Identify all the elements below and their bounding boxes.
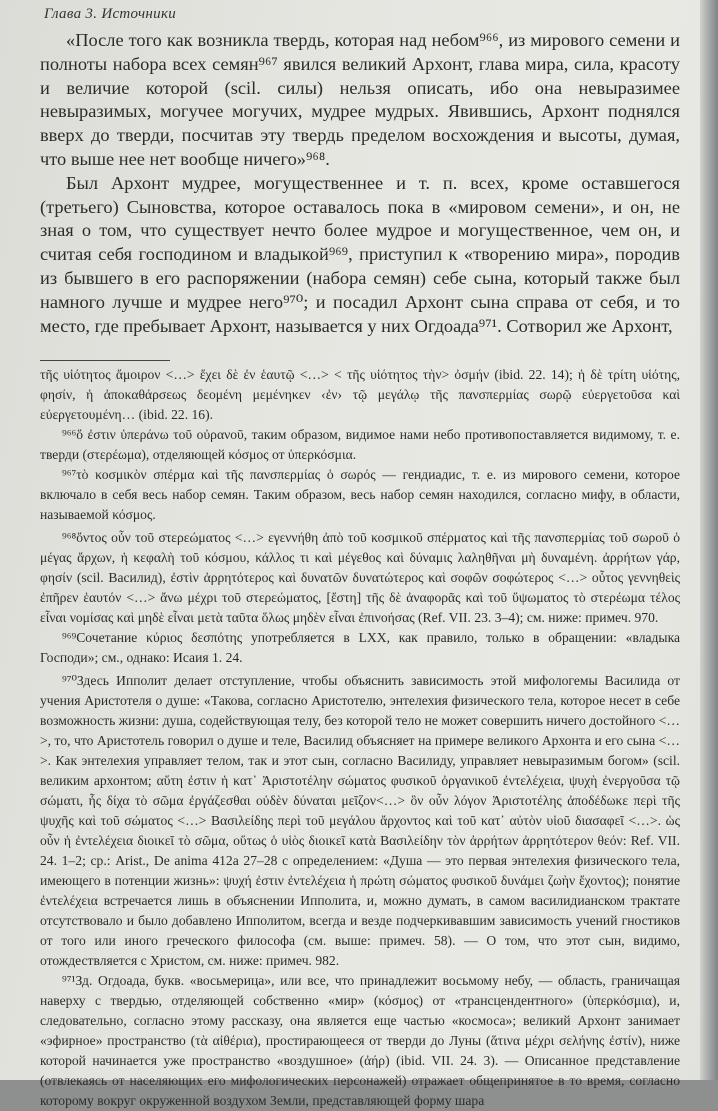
footnote-971: ⁹⁷¹Зд. Огдоада, букв. «восьмерица», или все, что принадлежит восьмому небу, — область, граничащая наверху с твердью, отделяющей собственно «мир» (κόσμος) от «трансцендентного» (ὑπερκόσμια), и, следовательно, согласно этому рассказу, она является еще частью «космоса»; великий Архонт занимает «эфирное» пространство (τὰ αἰθέρια), простирающееся от тверди до Луны (ἅτινα μέχρι σελήνης ἐστίν), ниже которой начинается уже пространство «воздушное» (ἀήρ) (ibid. VII. 24. 3). — Описанное представление (отвлекаясь от населяющих его мифологических персонажей) отражает общепринятое в то время, согласно которому вокруг окруженной воздухом Земли, представляющей форму шара [40,973,680,1109]
footnote-968: ⁹⁶⁸ὄντος οὖν τοῦ στερεώματος <…> εγεννήθη ἀπὸ τοῦ κοσμικοῦ σπέρματος καὶ τῆς πανσπερμίας τοῦ σωροῦ ὁ μέγας ἄρχων, ἡ κεφαλὴ τοῦ κόσμου, κάλλος τι καὶ μέγεθος καὶ δύναμις λαληθῆναι μὴ δυναμένη. ἀρρήτων γάρ, φησίν (scil. Василид), ἐστὶν ἀρρητότερος καὶ δυνατῶν δυνατώτερος καὶ σοφῶν σοφώτερος <…> οὗτος γεννηθεὶς ἐπῆρεν ἑαυτόν <…> ἄνω μέχρι τοῦ στερεώματος, [ἔστη] τῆς δὲ ἀναφορᾶς καὶ τοῦ ὕψωματος τὸ στερέωμα τέλος εἶναι νομίσας καὶ μηδὲ εἶναι μετὰ ταῦτα ὅλως μηδὲν εἶναι ἐπινοήσας (Ref. VII. 23. 3–4); см. ниже: примеч. 970. [40,530,680,626]
footnote-rule [40,360,170,361]
footnote-continuation: τῆς υἱότητος ἄμοιρον <…> ἔχει δὲ ἐν ἑαυτῷ <…> < τῆς υἱότητος τὴν> ὀσμήν (ibid. 22. 14); ἡ δὲ τρίτη υἱότης, φησίν, ἡ ἀποκαθάρσεως δεομένη μεμένηκεν ‹ἐν› τῷ μεγάλῳ τῆς πανσπερμίας σωρῷ εὐεργετοῦσα καὶ εὐεργετουμένη… (ibid. 22. 16). [40,367,680,423]
main-text [40,29,680,338]
footnotes [40,365,680,1111]
footnote-969: ⁹⁶⁹Сочетание κύριος δεσπότης употребляется в LXX, как правило, только в обращении: «владыка Господи»; см., однако: Исаия 1. 24. [40,630,680,666]
footnote-970: ⁹⁷⁰Здесь Ипполит делает отступление, чтобы объяснить зависимость этой мифологемы Василида от учения Аристотеля о душе: «Такова, согласно Аристотелю, энтелехия физического тела, которое несет в себе возможность жизни: душа, содействующая телу, без которой тело не может совершить ничего достойного <…>, то, что Аристотель говорил о душе и теле, Василид объясняет на примере великого Архонта и его сына <…>. Как энтелехия управляет телом, так и этот сын, согласно Василиду, управляет невыразимым богом» (scil. великим архонтом; αὕτη ἐστιν ἡ κατ᾽ Ἀριστοτέλην σώματος φυσικοῦ ὀργανικοῦ ἐντελέχεια, ψυχὴ ἐνεργοῦσα τῷ σώματι, ἧς δίχα τὸ σῶμα ἐργάζεσθαι οὐδὲν δύναται μεῖζον<…> ὃν οὖν λόγον Ἀριστοτέλης ἀποδέδωκε περὶ τῆς ψυχῆς καὶ τοῦ σώματος <…> Βασιλείδης περὶ τοῦ μεγάλου ἄρχοντος καὶ τοῦ κατ᾽ αὐτὸν υἱοῦ διασαφεῖ <…>. ὡς οὖν ἡ ἐντελέχεια διοικεῖ τὸ σῶμα, οὕτως ὁ υἱὸς διοικεῖ κατὰ Βασιλείδην τὸν ἀρρήτων ἀρρητότερον θεόν: Ref. VII. 24. 1–2; ср.: Arist., De anima 412a 27–28 с определением: «Душа — это первая энтелехия физического тела, имеющего в потенции жизнь»: ψυχή ἐστιν ἐντελέχεια ἡ πρώτη σώματος φυσικοῦ δυνάμει ζωὴν ἔχοντος); понятие ἐντελέχεια встречается лишь в объяснении Ипполита, и, можно думать, в самом василидианском трактате отсутствовало и было добавлено Ипполитом, всегда и везде подчеркивавшим зависимость учений гностиков от того или иного греческого философа (см. выше: примеч. 58). — О том, что этот сын, видимо, отождествляется с Христом, см. ниже: примеч. 982. [40,673,680,969]
footnote-967: ⁹⁶⁷τὸ κοσμικὸν σπέρμα καὶ τῆς πανσπερμίας ὁ σωρός — гендиадис, т. е. из мирового семени, которое включало в себя весь набор семян. Таким образом, весь набор семян находился, согласно мифу, в области, называемой κόσμος. [40,467,680,523]
main-paragraph-2: Был Архонт мудрее, могущественнее и т. п. всех, кроме оставшегося (третьего) Сыновства, которое оставалось пока в «мировом семени», и он, не зная о том, что существует нечто более мудрое и могущественное, чем он, и считая себя господином и владыкой⁹⁶⁹, приступил к «творению мира», породив из бывшего в его распоряжении (набора семян) себе сына, который также был намного лучше и мудрее него⁹⁷⁰; и посадил Архонт сына справа от себя, и то место, где пребывает Архонт, называется у них Огдоада⁹⁷¹. Сотворил же Архонт, [40,172,680,336]
page-edge-shadow [700,0,718,1080]
footnote-966: ⁹⁶⁶ὅ ἐστιν ὑπεράνω τοῦ οὐρανοῦ, таким образом, видимое нами небо противопоставляется видимому, т. е. тверди (στερέωμα), отделяющей κόσμος от ὑπερκόσμια. [40,427,680,463]
main-paragraph-1: «После того как возникла твердь, которая над небом⁹⁶⁶, из мирового семени и полноты набора всех семян⁹⁶⁷ явился великий Архонт, глава мира, сила, красоту и величие которой (scil. силы) нельзя описать, ибо она невыразимее невыразимых, могучее могучих, мудрее мудрых. Явившись, Архонт поднялся вверх до тверди, посчитав эту твердь пределом восхождения и высоты, думая, что выше нее нет вообще ничего»⁹⁶⁸. [40,30,680,169]
running-head: Глава 3. Источники [44,6,177,22]
